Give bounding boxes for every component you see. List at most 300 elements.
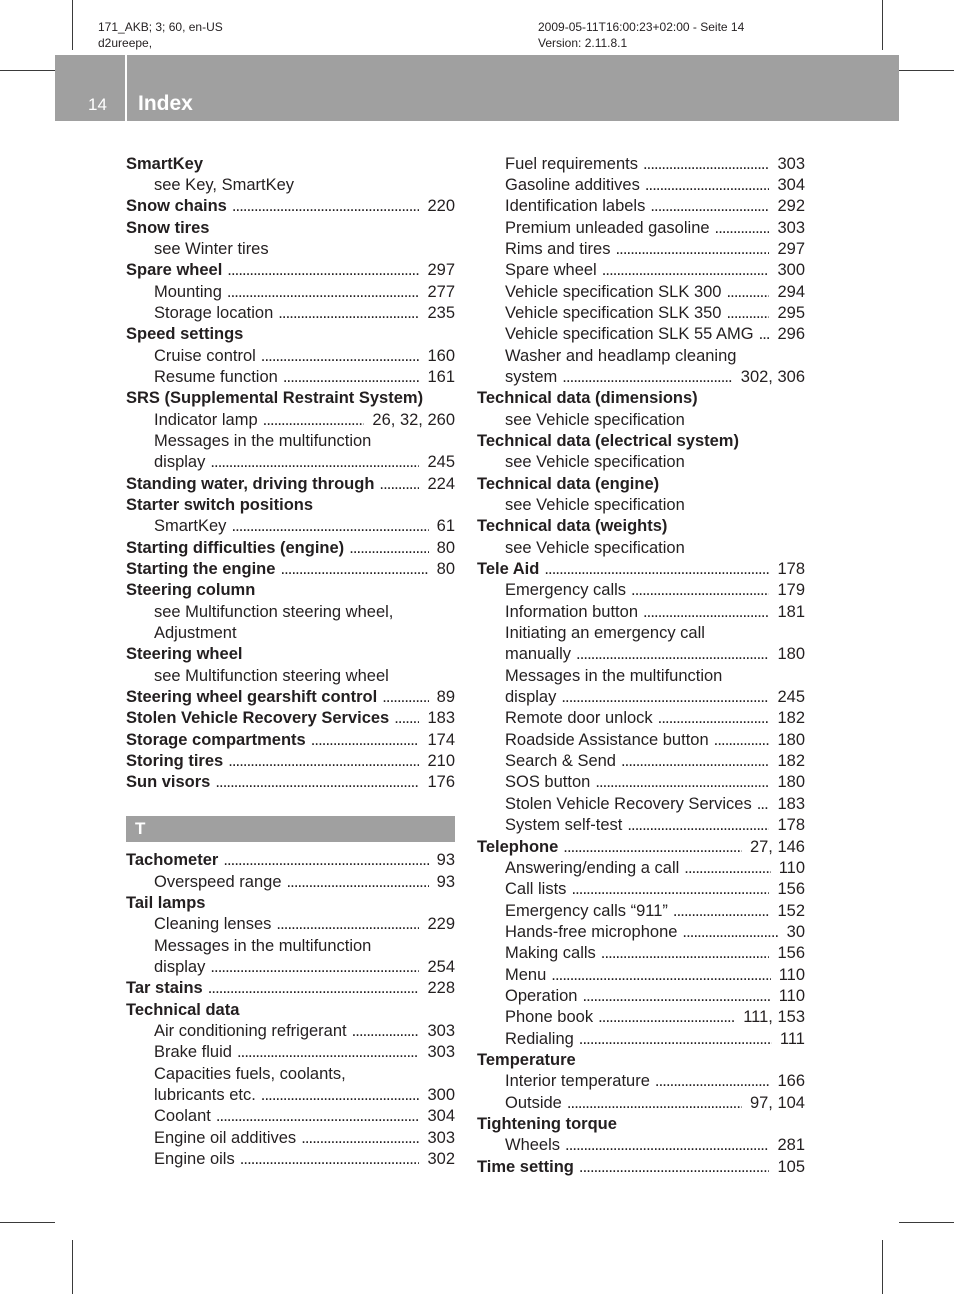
subentry-text: Vehicle specification SLK 300 <box>505 282 722 301</box>
index-entry <box>126 324 455 388</box>
subentry-line <box>477 1135 805 1156</box>
section-letter: T <box>135 818 146 838</box>
subentry-text: Washer and headlamp cleaning <box>505 346 737 365</box>
entry-term-line <box>477 388 805 409</box>
entry-term: Time setting <box>477 1157 574 1176</box>
subentry-text: Cleaning lenses <box>154 915 272 934</box>
print-operator: d2ureepe, <box>98 36 153 50</box>
page-reference: 176 <box>427 773 455 792</box>
subentry-line <box>126 346 455 367</box>
entry-term: Steering column <box>126 581 256 600</box>
subentry-line <box>477 196 805 217</box>
index-subentry <box>477 175 805 196</box>
entry-term-line <box>126 324 455 345</box>
entry-term-line <box>126 772 455 793</box>
index-entry <box>126 893 455 978</box>
subentry-text: Gasoline additives <box>505 175 640 194</box>
index-entry <box>126 154 455 197</box>
subentry-text: see Vehicle specification <box>505 496 685 514</box>
subentry-line <box>477 175 805 196</box>
index-group <box>477 154 805 1179</box>
subentry-line <box>477 260 805 281</box>
index-subentry <box>126 602 455 645</box>
page-reference: 182 <box>777 752 805 771</box>
entry-term-line <box>126 687 455 708</box>
subentry-text: Hands-free microphone <box>505 922 678 941</box>
crop-mark-top-left-horizontal <box>0 70 55 71</box>
subentry-text: Premium unleaded gasoline <box>505 218 710 237</box>
entry-term: Steering wheel <box>126 645 243 664</box>
index-subentry <box>477 901 805 922</box>
subentry-line <box>126 666 455 687</box>
index-subentry <box>477 730 805 751</box>
page-reference: 302 <box>427 1150 455 1169</box>
page-reference: 110 <box>778 986 805 1005</box>
entry-term-line <box>126 196 455 217</box>
dot-leader <box>215 772 419 793</box>
index-entry <box>126 850 455 893</box>
subentry-text: Initiating an emergency call <box>505 624 705 643</box>
dot-leader <box>561 687 769 708</box>
index-entry <box>126 687 455 708</box>
subentry-text: Coolant <box>154 1107 211 1126</box>
page-reference: 30 <box>786 922 805 941</box>
print-timestamp: 2009-05-11T16:00:23+02:00 - Seite 14 <box>538 20 745 34</box>
subentry-line <box>477 1007 805 1028</box>
subentry-line <box>477 218 805 239</box>
dot-leader <box>627 815 769 836</box>
subentry-text: Resume function <box>154 367 278 386</box>
page-reference: 294 <box>777 282 805 301</box>
index-column-left <box>126 154 455 1171</box>
page-reference: 182 <box>777 709 805 728</box>
subentry-text: Fuel requirements <box>505 154 638 173</box>
print-meta-left <box>98 19 223 51</box>
entry-term: Snow chains <box>126 197 227 216</box>
dot-leader <box>726 282 769 303</box>
subentry-line <box>477 324 805 345</box>
dot-leader <box>263 410 365 431</box>
index-entry <box>126 196 455 217</box>
entry-term-line <box>477 837 805 858</box>
dot-leader <box>650 196 769 217</box>
entry-term: Temperature <box>477 1050 576 1069</box>
dot-leader <box>216 1106 420 1127</box>
dot-leader <box>582 986 770 1007</box>
index-subentry <box>477 815 805 836</box>
dot-leader <box>223 850 428 871</box>
subentry-line <box>477 452 805 473</box>
entry-term: Tail lamps <box>126 894 206 912</box>
subentry-text-continued: display <box>505 688 557 707</box>
print-version: Version: 2.11.8.1 <box>538 36 628 50</box>
index-column-right <box>477 154 805 1179</box>
entry-term-line <box>477 1050 805 1071</box>
subentry-text: see Vehicle specification <box>505 453 685 472</box>
dot-leader <box>562 367 733 388</box>
page-reference: 183 <box>427 709 455 728</box>
subentry-text-continued: manually <box>505 645 572 664</box>
page-reference: 303 <box>427 1128 455 1147</box>
index-subentry <box>477 986 805 1007</box>
subentry-text: Information button <box>505 602 638 621</box>
subentry-line <box>477 602 805 623</box>
index-subentry <box>477 751 805 772</box>
subentry-line <box>126 1085 455 1106</box>
index-subentry <box>126 1106 455 1127</box>
subentry-line <box>477 751 805 772</box>
entry-term-line <box>126 218 455 239</box>
index-subentry <box>126 282 455 303</box>
subentry-line <box>477 858 805 879</box>
page-reference: 297 <box>427 261 455 280</box>
dot-leader <box>232 196 420 217</box>
print-meta-right <box>538 19 744 51</box>
page-number: 14 <box>88 95 107 114</box>
subentry-text-continued: Adjustment <box>154 624 237 643</box>
subentry-line <box>126 1064 455 1085</box>
page-reference: 93 <box>436 872 455 891</box>
dot-leader <box>567 1093 742 1114</box>
entry-term-line <box>477 1114 805 1135</box>
index-subentry <box>477 708 805 729</box>
index-entry <box>477 837 805 1050</box>
dot-leader <box>631 580 769 601</box>
page-reference: 303 <box>427 1022 455 1041</box>
subentry-text: Call lists <box>505 880 567 899</box>
dot-leader <box>682 922 778 943</box>
crop-mark-bottom-right-horizontal <box>899 1222 954 1223</box>
dot-leader <box>278 303 419 324</box>
index-entry <box>477 388 805 431</box>
subentry-text: Indicator lamp <box>154 410 258 429</box>
index-subentry <box>126 1149 455 1170</box>
index-group <box>126 154 455 794</box>
index-subentry <box>477 772 805 793</box>
page-reference: 89 <box>436 688 455 707</box>
entry-term-line <box>477 559 805 580</box>
subentry-line <box>477 1071 805 1092</box>
subentry-line <box>126 872 455 893</box>
page-reference: 183 <box>777 794 805 813</box>
dot-leader <box>208 978 420 999</box>
entry-term: Technical data (weights) <box>477 517 668 536</box>
index-subentry <box>477 879 805 900</box>
page-reference: 224 <box>427 474 455 493</box>
entry-term-line <box>126 893 455 914</box>
subentry-line <box>477 666 805 687</box>
entry-term-line <box>126 260 455 281</box>
subentry-line <box>126 623 455 644</box>
page-reference: 304 <box>777 175 805 194</box>
page-reference: 245 <box>777 688 805 707</box>
subentry-text: Wheels <box>505 1136 561 1155</box>
entry-term: Snow tires <box>126 218 210 237</box>
index-subentry <box>477 196 805 217</box>
page-reference: 179 <box>777 581 805 600</box>
index-subentry <box>477 858 805 879</box>
subentry-text: Capacities fuels, coolants, <box>154 1064 346 1083</box>
entry-term: Stolen Vehicle Recovery Services <box>126 709 390 728</box>
subentry-line <box>477 580 805 601</box>
page-reference: 26, 32, 260 <box>372 410 455 429</box>
page-reference: 220 <box>427 197 455 216</box>
entry-term: Sun visors <box>126 773 211 792</box>
page-reference: 296 <box>777 325 805 344</box>
index-subentry <box>477 943 805 964</box>
subentry-text-continued: system <box>505 367 558 386</box>
page-reference: 303 <box>777 154 805 173</box>
index-subentry <box>477 1093 805 1114</box>
subentry-line <box>126 410 455 431</box>
subentry-text: Storage location <box>154 303 274 322</box>
subentry-line <box>126 431 455 452</box>
dot-leader <box>210 957 419 978</box>
header-divider <box>125 55 127 121</box>
dot-leader <box>394 708 419 729</box>
dot-leader <box>602 260 770 281</box>
page-reference: 80 <box>436 560 455 579</box>
print-job-id: 171_AKB; 3; 60, en-US <box>98 20 223 34</box>
dot-leader <box>311 730 420 751</box>
subentry-line <box>477 154 805 175</box>
subentry-line <box>126 282 455 303</box>
page-reference: 110 <box>778 858 805 877</box>
page-reference: 105 <box>777 1157 805 1176</box>
index-subentry <box>477 260 805 281</box>
subentry-text: Cruise control <box>154 346 256 365</box>
index-subentry <box>477 922 805 943</box>
page-reference: 152 <box>777 901 805 920</box>
index-entry <box>126 644 455 687</box>
entry-term: Technical data (dimensions) <box>477 389 698 408</box>
subentry-text: see Multifunction steering wheel, <box>154 602 394 621</box>
subentry-text-continued: lubricants etc. <box>154 1086 256 1105</box>
subentry-text: Operation <box>505 986 578 1005</box>
subentry-line <box>477 410 805 431</box>
index-subentry <box>126 346 455 367</box>
index-entry <box>477 516 805 559</box>
dot-leader <box>595 772 769 793</box>
subentry-line <box>126 175 455 196</box>
subentry-text: Brake fluid <box>154 1043 232 1062</box>
index-subentry <box>126 410 455 431</box>
subentry-line <box>126 367 455 388</box>
subentry-text: see Multifunction steering wheel <box>154 666 389 685</box>
subentry-text: Redialing <box>505 1029 574 1048</box>
dot-leader <box>684 858 770 879</box>
page-reference: 303 <box>777 218 805 237</box>
page-reference: 156 <box>777 944 805 963</box>
page-reference: 304 <box>427 1107 455 1126</box>
index-subentry <box>477 324 805 345</box>
page-reference: 111, 153 <box>743 1008 805 1027</box>
subentry-text-continued: display <box>154 453 206 472</box>
index-subentry <box>126 1128 455 1149</box>
dot-leader <box>715 218 770 239</box>
entry-term-line <box>126 495 455 516</box>
crop-mark-top-left-vertical <box>72 0 73 50</box>
index-entry <box>477 1114 805 1157</box>
index-subentry <box>126 239 455 260</box>
entry-term: Speed settings <box>126 325 244 344</box>
index-entry <box>126 1000 455 1171</box>
index-subentry <box>477 218 805 239</box>
subentry-line <box>477 538 805 559</box>
entry-term-line <box>126 388 455 409</box>
dot-leader <box>565 1135 769 1156</box>
page-reference: 300 <box>427 1086 455 1105</box>
subentry-line <box>477 965 805 986</box>
page-reference: 93 <box>436 851 455 870</box>
entry-term-line <box>126 708 455 729</box>
entry-term: SRS (Supplemental Restraint System) <box>126 389 424 408</box>
entry-term: Storage compartments <box>126 730 306 749</box>
page-reference: 111 <box>779 1029 805 1048</box>
subentry-line <box>477 730 805 751</box>
dot-leader <box>579 1029 772 1050</box>
subentry-line <box>477 687 805 708</box>
entry-term: Technical data (engine) <box>477 474 660 493</box>
subentry-text: Messages in the multifunction <box>154 936 372 955</box>
subentry-line <box>477 922 805 943</box>
subentry-text: Interior temperature <box>505 1072 650 1091</box>
index-subentry <box>477 303 805 324</box>
subentry-line <box>477 1093 805 1114</box>
index-subentry <box>477 965 805 986</box>
index-entry <box>126 495 455 538</box>
index-entry <box>126 751 455 772</box>
index-entry <box>126 559 455 580</box>
subentry-line <box>477 282 805 303</box>
subentry-text: Engine oils <box>154 1150 235 1169</box>
crop-mark-bottom-left-horizontal <box>0 1222 55 1223</box>
entry-term: Steering wheel gearshift control <box>126 688 378 707</box>
crop-mark-top-right-vertical <box>882 0 883 50</box>
dot-leader <box>237 1042 420 1063</box>
dot-leader <box>261 346 420 367</box>
index-subentry <box>126 367 455 388</box>
page-reference: 110 <box>778 965 805 984</box>
dot-leader <box>349 538 428 559</box>
subentry-text: Rims and tires <box>505 239 611 258</box>
subentry-text: Emergency calls “911” <box>505 901 668 920</box>
entry-term: SmartKey <box>126 154 204 173</box>
page-reference: 228 <box>427 979 455 998</box>
page-reference: 178 <box>777 816 805 835</box>
subentry-line <box>477 303 805 324</box>
index-subentry <box>126 303 455 324</box>
index-group <box>126 816 455 1171</box>
entry-term: Telephone <box>477 837 559 856</box>
entry-term: Tar stains <box>126 979 203 998</box>
index-subentry <box>126 516 455 537</box>
entry-term: Tachometer <box>126 851 219 870</box>
index-entry <box>126 708 455 729</box>
subentry-text: Engine oil additives <box>154 1128 297 1147</box>
subentry-line <box>126 1106 455 1127</box>
entry-term-line <box>126 580 455 601</box>
index-entry <box>126 580 455 644</box>
subentry-text: Outside <box>505 1093 562 1112</box>
dot-leader <box>576 644 769 665</box>
page-reference: 295 <box>777 303 805 322</box>
subentry-line <box>477 901 805 922</box>
index-entry <box>126 474 455 495</box>
dot-leader <box>382 687 428 708</box>
entry-term-line <box>126 538 455 559</box>
entry-term: Tele Aid <box>477 560 540 579</box>
entry-term-line <box>126 644 455 665</box>
index-entry <box>126 730 455 751</box>
subentry-text: see Vehicle specification <box>505 538 685 557</box>
page-reference: 254 <box>427 958 455 977</box>
index-entry <box>477 431 805 474</box>
entry-term-line <box>477 516 805 537</box>
subentry-text: Spare wheel <box>505 261 597 280</box>
index-subentry <box>477 623 805 666</box>
subentry-text: see Winter tires <box>154 239 269 258</box>
page-reference: 297 <box>777 239 805 258</box>
page-reference: 180 <box>777 730 805 749</box>
index-subentry <box>477 1029 805 1050</box>
subentry-line <box>126 516 455 537</box>
subentry-line <box>477 879 805 900</box>
dot-leader <box>658 708 770 729</box>
entry-term-line <box>126 154 455 175</box>
subentry-line <box>477 943 805 964</box>
index-subentry <box>477 239 805 260</box>
dot-leader <box>757 794 770 815</box>
page-reference: 180 <box>777 773 805 792</box>
dot-leader <box>714 730 770 751</box>
page-title: Index <box>138 92 193 115</box>
index-entry <box>477 154 805 389</box>
page-reference: 166 <box>777 1072 805 1091</box>
dot-leader <box>544 559 769 580</box>
index-subentry <box>126 936 455 979</box>
subentry-text: Mounting <box>154 282 222 301</box>
subentry-line <box>126 1128 455 1149</box>
index-subentry <box>126 1064 455 1107</box>
subentry-text: System self-test <box>505 816 623 835</box>
subentry-text: Roadside Assistance button <box>505 730 709 749</box>
dot-leader <box>283 367 420 388</box>
dot-leader <box>598 1007 735 1028</box>
dot-leader <box>615 239 769 260</box>
dot-leader <box>379 474 419 495</box>
index-subentry <box>477 282 805 303</box>
dot-leader <box>726 303 769 324</box>
subentry-text: see Key, SmartKey <box>154 175 295 194</box>
subentry-text: Overspeed range <box>154 872 282 891</box>
entry-term: Starting difficulties (engine) <box>126 538 345 557</box>
section-header <box>126 816 455 842</box>
entry-term-line <box>126 1000 455 1021</box>
index-entry <box>477 1050 805 1114</box>
subentry-line <box>126 1021 455 1042</box>
subentry-text: Messages in the multifunction <box>505 666 723 685</box>
page-reference: 277 <box>427 282 455 301</box>
dot-leader <box>645 175 770 196</box>
page-reference: 181 <box>777 602 805 621</box>
dot-leader <box>352 1021 420 1042</box>
subentry-line <box>126 239 455 260</box>
page-reference: 210 <box>427 752 455 771</box>
page-reference: 180 <box>777 645 805 664</box>
crop-mark-top-right-horizontal <box>899 70 954 71</box>
index-entry <box>126 978 455 999</box>
